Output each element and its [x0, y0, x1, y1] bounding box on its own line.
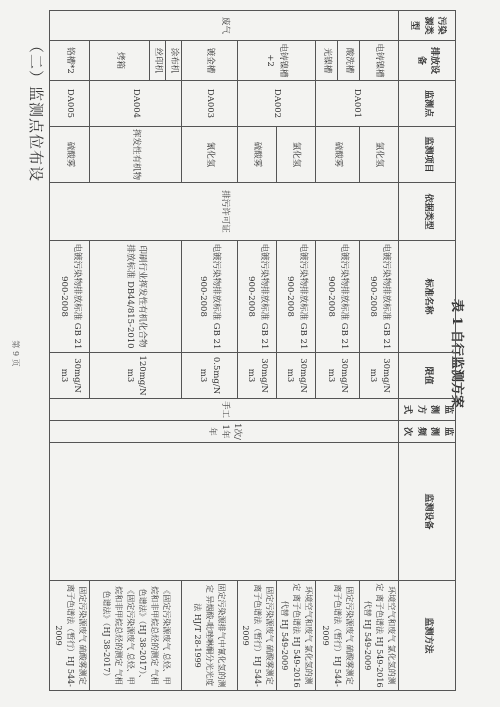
monitor-freq-cell: 1次/1年年	[50, 421, 399, 443]
method-cell: 环境空气和废气 氯化氢的测定 离子色谱法 HJ 549-2016 代替 HJ 549-2009	[360, 581, 399, 691]
standard-cell: 电镀污染物排放标准 GB 21900-2008	[182, 241, 238, 353]
header-cell: 监测项目	[399, 127, 456, 183]
equipment-cell: 酸洗槽	[338, 41, 360, 81]
point-cell: DA001	[316, 81, 399, 127]
standard-cell: 电镀污染物排放标准 GB 21900-2008	[316, 241, 360, 353]
equipment-cell: 烤箱	[90, 41, 150, 81]
item-cell: 挥发性有机物	[90, 127, 182, 183]
limit-cell: 30mg/Nm3	[50, 353, 90, 399]
equipment-cell: 光镍槽	[316, 41, 338, 81]
header-cell: 监测设备	[399, 443, 456, 581]
method-cell: 环境空气和废气 氯化氢的测定 离子色谱法 HJ 549-2016 代替 HJ 549-2009	[277, 581, 316, 691]
monitoring-plan-table	[50, 10, 457, 691]
header-cell: 限值	[399, 353, 456, 399]
standard-cell: 电镀污染物排放标准 GB 21900-2008	[238, 241, 277, 353]
header-cell: 污染源类型	[399, 11, 456, 41]
item-cell: 硫酸雾	[50, 127, 90, 183]
header-cell: 标准名称	[399, 241, 456, 353]
monitor-equipment-cell	[50, 443, 399, 581]
table-row	[360, 11, 399, 691]
table-row	[182, 11, 238, 691]
monitor-mode-cell: 手工	[50, 399, 399, 421]
method-cell: 固定污染源排气中氰化氢的测定 异烟酸-吡唑啉酮分光光度法 HJ/T 28-1999	[182, 581, 238, 691]
header-cell: 监测方法	[399, 581, 456, 691]
equipment-cell: 电铸镍槽	[360, 41, 399, 81]
header-cell: 排放设备	[399, 41, 456, 81]
table-row	[166, 11, 182, 691]
equipment-cell: 丝印机	[150, 41, 166, 81]
standard-cell: 电镀污染物排放标准 GB 21900-2008	[360, 241, 399, 353]
limit-cell: 30mg/Nm3	[277, 353, 316, 399]
item-cell: 氰化氢	[182, 127, 238, 183]
standard-cell: 印刷行业挥发性有机化合物排放标准 DB44/815-2010	[90, 241, 182, 353]
item-cell: 硫酸雾	[316, 127, 360, 183]
point-cell: DA003	[182, 81, 238, 127]
point-cell: DA005	[50, 81, 90, 127]
header-cell: 监测点	[399, 81, 456, 127]
method-cell: 固定污染源废气 硫酸雾测定 离子色谱法（暂行）HJ 544-2009	[316, 581, 360, 691]
item-cell: 氯化氢	[360, 127, 399, 183]
method-cell: 固定污染源废气 硫酸雾测定 离子色谱法（暂行）HJ 544-2009	[238, 581, 277, 691]
table-row	[50, 11, 90, 691]
standard-cell: 电镀污染物排放标准 GB 21900-2008	[50, 241, 90, 353]
item-cell: 硫酸雾	[238, 127, 277, 183]
header-cell: 依据类型	[399, 183, 456, 241]
equipment-cell: 电铸镍槽+2	[238, 41, 316, 81]
limit-cell: 120mg/Nm3	[90, 353, 182, 399]
limit-cell: 30mg/Nm3	[316, 353, 360, 399]
method-cell: 《固定污染源废气 总烃、甲烷和非甲烷总烃的测定 气相色谱法》（HJ 38-2017）、《固定污染源废气 总烃、甲烷和非甲烷总烃的测定 气相色谱法》（HJ 38-2017）	[90, 581, 182, 691]
equipment-cell: 涂布机	[166, 41, 182, 81]
method-cell: 固定污染源废气 硫酸雾测定 离子色谱法（暂行）HJ 544-2009	[50, 581, 90, 691]
equipment-cell: 铬槽*2	[50, 41, 90, 81]
header-cell: 监测频次	[399, 421, 456, 443]
header-cell: 监测方式	[399, 399, 456, 421]
point-cell: DA002	[238, 81, 316, 127]
limit-cell: 30mg/Nm3	[238, 353, 277, 399]
source-type-cell: 废气	[50, 11, 399, 41]
page-number: 第 9 页	[11, 340, 20, 367]
table-header-row	[399, 11, 456, 691]
table-row	[277, 11, 316, 691]
basis-type-cell: 排污许可证	[50, 183, 399, 241]
equipment-cell: 镀金槽	[182, 41, 238, 81]
standard-cell: 电镀污染物排放标准 GB 21900-2008	[277, 241, 316, 353]
point-cell: DA004	[90, 81, 182, 127]
limit-cell: 0.5mg/Nm3	[182, 353, 238, 399]
table-title: 表 1 自行监测方案	[449, 298, 464, 409]
item-cell: 氯化氢	[277, 127, 316, 183]
limit-cell: 30mg/Nm3	[360, 353, 399, 399]
section-title: （二）监测点位布设	[27, 38, 45, 183]
